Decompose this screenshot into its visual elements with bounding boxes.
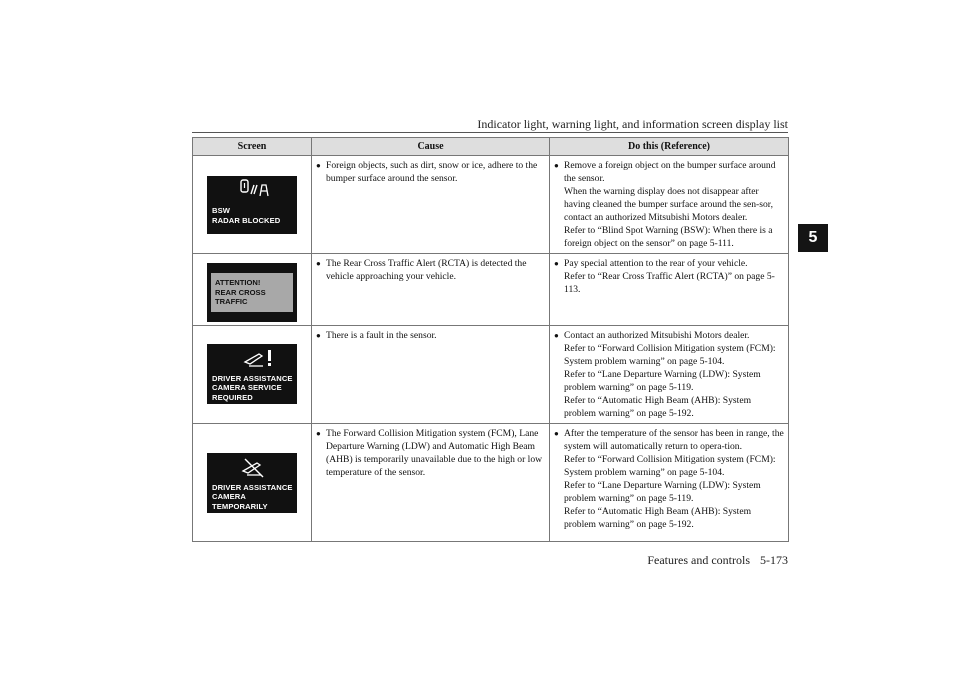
action-text: When the warning display does not disappear after having cleaned the bumper surface around the sen-sor, contact an authorized Mitsubishi Motors dealer. (564, 186, 773, 223)
column-header-action: Do this (Reference) (550, 138, 789, 156)
bullet-icon: ● (554, 259, 559, 268)
camera-unavailable-icon (207, 453, 297, 483)
sensor-blocked-icon (207, 176, 297, 206)
display-line: DRIVER ASSISTANCE (212, 482, 293, 492)
action-reference: Refer to “Rear Cross Traffic Alert (RCTA)” on page 5-113. (564, 271, 775, 295)
table-row (193, 423, 789, 541)
list-item (316, 329, 545, 342)
action-reference: Refer to “Automatic High Beam (AHB): System problem warning” on page 5-192. (564, 394, 752, 419)
action-text: Contact an authorized Mitsubishi Motors dealer. (564, 329, 750, 341)
action-reference: Refer to “Forward Collision Mitigation system (FCM): System problem warning” on page 5-104. (564, 342, 776, 367)
action-reference: Refer to “Forward Collision Mitigation system (FCM): System problem warning” on page 5-104. (564, 453, 776, 478)
list-item (554, 427, 784, 531)
action-cell (550, 156, 789, 254)
action-text: Pay special attention to the rear of your vehicle. (564, 258, 748, 269)
action-cell (550, 423, 789, 541)
list-item (316, 257, 545, 283)
camera-warning-icon (207, 344, 297, 374)
bullet-icon: ● (554, 330, 559, 340)
cause-cell (312, 423, 550, 541)
display-line: CAMERA TEMPORARILY (212, 492, 268, 511)
cause-text: There is a fault in the sensor. (326, 329, 437, 341)
header-divider (192, 132, 788, 133)
table-row (193, 156, 789, 254)
rcta-attention-display (207, 263, 297, 322)
list-item (316, 427, 545, 479)
action-cell (550, 254, 789, 326)
cause-cell (312, 254, 550, 326)
action-cell (550, 325, 789, 423)
cause-text: The Forward Collision Mitigation system (FCM), Lane Departure Warning (LDW) and Automatic High Beam (AHB) is temporarily unavailable due to the high or low temperature of the sensor. (326, 427, 543, 478)
camera-unavailable-display (207, 453, 297, 520)
bullet-icon: ● (554, 428, 559, 438)
display-line: RADAR BLOCKED (212, 215, 281, 225)
footer-section: Features and controls (647, 553, 750, 567)
cause-cell (312, 325, 550, 423)
page-header-title: Indicator light, warning light, and information screen display list (477, 117, 788, 131)
display-line: ATTENTION! (215, 278, 261, 287)
cause-text: Foreign objects, such as dirt, snow or ice, adhere to the bumper surface around the sensor. (326, 160, 538, 184)
list-item (554, 329, 784, 420)
bsw-radar-blocked-display (207, 176, 297, 234)
screen-cell (193, 325, 312, 423)
list-item (316, 159, 545, 185)
bullet-icon: ● (554, 161, 559, 170)
screen-cell (193, 156, 312, 254)
list-item (554, 159, 784, 250)
action-reference: Refer to “Lane Departure Warning (LDW): System problem warning” on page 5-119. (564, 368, 761, 393)
action-text: Remove a foreign object on the bumper surface around the sensor. (564, 160, 776, 184)
display-line: NOT AVAILABLE (212, 511, 274, 520)
display-line: DRIVER ASSISTANCE (212, 373, 293, 383)
action-reference: Refer to “Blind Spot Warning (BSW): When there is a foreign object on the sensor” on page 5-111. (564, 225, 773, 249)
table-row (193, 325, 789, 423)
screen-cell (193, 254, 312, 326)
indicator-table (192, 137, 789, 542)
display-line: BSW (212, 206, 231, 215)
bullet-icon: ● (316, 428, 321, 438)
column-header-screen: Screen (193, 138, 312, 156)
column-header-cause: Cause (312, 138, 550, 156)
action-text: After the temperature of the sensor has been in range, the system will automatically return to opera-tion. (564, 427, 784, 452)
display-line: CAMERA SERVICE (212, 383, 282, 392)
bullet-icon: ● (316, 330, 321, 340)
action-reference: Refer to “Automatic High Beam (AHB): System problem warning” on page 5-192. (564, 505, 752, 530)
chapter-tab[interactable]: 5 (798, 224, 828, 252)
cause-cell (312, 156, 550, 254)
table-row (193, 254, 789, 326)
display-line: REAR CROSS TRAFFIC (215, 287, 266, 306)
display-line: REQUIRED (212, 392, 253, 402)
cause-text: The Rear Cross Traffic Alert (RCTA) is detected the vehicle approaching your vehicle. (326, 258, 527, 282)
bullet-icon: ● (316, 161, 321, 170)
screen-cell (193, 423, 312, 541)
page-number: 5-173 (760, 553, 788, 567)
page-footer (647, 553, 788, 568)
camera-service-display (207, 344, 297, 404)
action-reference: Refer to “Lane Departure Warning (LDW): System problem warning” on page 5-119. (564, 479, 761, 504)
bullet-icon: ● (316, 259, 321, 268)
table-header-row (193, 138, 789, 156)
list-item (554, 257, 784, 296)
